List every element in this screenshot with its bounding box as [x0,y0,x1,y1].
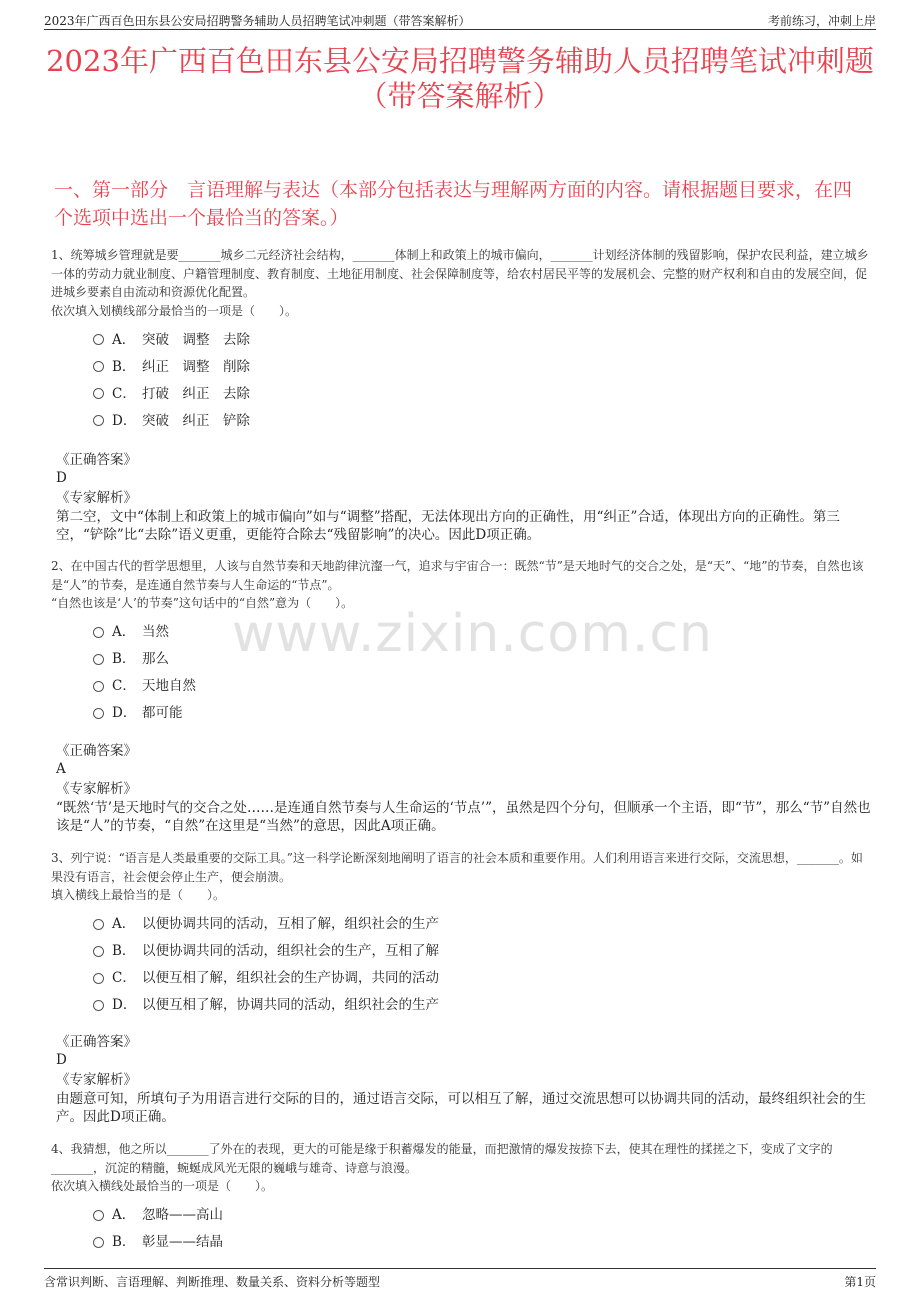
question-4 [51,1140,872,1254]
option-text: 突破 调整 去除 [142,331,250,348]
question-text: 1、统筹城乡管理就是要_______城乡二元经济社会结构，_______体制上和政策上的城市偏向，_______计划经济体制的残留影响，保护农民利益，建立城乡一体的劳动力就业制度、户籍管理制度、教育制度、土地征用制度、社会保障制度等，给农村居民平等的发展机会、完整的财产权利和自由的发展空间，促进城乡要素自由流动和资源优化配置。 [51,248,869,299]
header-slogan: 考前练习，冲刺上岸 [767,14,876,28]
option-letter: C． [112,385,136,402]
option-a[interactable] [93,617,872,644]
question-2 [51,557,872,725]
option-list [93,909,872,1017]
section-heading: 一、第一部分 言语理解与表达（本部分包括表达与理解两方面的内容。请根据题目要求，在四个选项中选出一个最恰当的答案。） [54,179,853,229]
option-list [93,1200,872,1254]
option-list [93,324,872,432]
correct-answer: D [56,1051,67,1068]
option-b[interactable] [93,351,872,378]
question-text: 3、列宁说：“语言是人类最重要的交际工具。”这一科学论断深刻地阐明了语言的社会本质和重要作用。人们利用语言来进行交际，交流思想，_______。如果没有语言，社会便会停止生产，便会崩溃。 [51,851,863,884]
analysis-text: 第二空，文中“体制上和政策上的城市偏向”如与“调整”搭配，无法体现出方向的正确性，用“纠正”合适，体现出方向的正确性。第三空，“铲除”比“去除”语义更重，更能符合除去“残留影响”的决心。因此D项正确。 [56,508,840,543]
question-text: 2、在中国古代的哲学思想里，人该与自然节奏和天地韵律沆瀣一气，追求与宇宙合一：既然“节”是天地时气的交合之处，是“天”、“地”的节奏，自然也该是“人”的节奏，是连通自然节奏与人生命运的“节点”。 [51,559,864,592]
radio-button-icon[interactable] [93,919,104,930]
option-c[interactable] [93,671,872,698]
option-letter: B． [112,943,136,959]
option-a[interactable] [93,1200,872,1227]
option-letter: A． [112,916,136,932]
option-letter: C． [112,970,136,986]
radio-button-icon[interactable] [93,334,104,345]
correct-answer: A [56,760,66,777]
radio-button-icon[interactable] [93,1237,104,1248]
option-letter: B． [112,651,136,667]
question-prompt: “自然也该是‘人’的节奏”这句话中的“自然”意为（ ）。 [51,596,354,610]
answer-label: 《正确答案》 [56,743,137,759]
option-d[interactable] [93,698,872,725]
option-text: 以便协调共同的活动，组织社会的生产，互相了解 [142,943,439,959]
option-text: 纠正 调整 削除 [142,358,250,375]
analysis-text: 由题意可知，所填句子为用语言进行交际的目的，通过语言交际，可以相互了解，通过交流思想可以协调共同的活动，最终组织社会的生产。因此D项正确。 [56,1090,866,1125]
question-stem [51,1140,872,1196]
option-letter: D． [112,412,137,429]
option-text: 以便协调共同的活动，互相了解，组织社会的生产 [142,916,439,932]
correct-answer: D [56,469,67,486]
option-a[interactable] [93,909,872,936]
option-letter: A． [112,1207,136,1223]
radio-button-icon[interactable] [93,708,104,719]
option-letter: B． [112,358,136,375]
option-text: 忽略——高山 [142,1207,223,1223]
option-a[interactable] [93,324,872,351]
page-header [44,10,876,30]
option-letter: D． [112,997,137,1013]
question-stem [51,246,872,320]
radio-button-icon[interactable] [93,415,104,426]
option-text: 打破 纠正 去除 [142,385,250,402]
option-b[interactable] [93,644,872,671]
header-doc-title: 2023年广西百色田东县公安局招聘警务辅助人员招聘笔试冲刺题（带答案解析） [44,14,471,28]
option-c[interactable] [93,963,872,990]
option-d[interactable] [93,405,872,432]
radio-button-icon[interactable] [93,1000,104,1011]
option-b[interactable] [93,1227,872,1254]
option-d[interactable] [93,990,872,1017]
option-letter: D． [112,705,137,721]
question-prompt: 依次填入划横线部分最恰当的一项是（ ）。 [51,303,298,318]
radio-button-icon[interactable] [93,361,104,372]
question-3 [51,849,872,1017]
question-stem [51,557,872,613]
option-letter: C． [112,678,136,694]
page-footer [44,1268,876,1290]
question-stem [51,849,872,905]
option-letter: A． [112,331,136,348]
radio-button-icon[interactable] [93,973,104,984]
answer-label: 《正确答案》 [56,452,137,468]
option-c[interactable] [93,378,872,405]
radio-button-icon[interactable] [93,946,104,957]
radio-button-icon[interactable] [93,654,104,665]
option-text: 都可能 [142,705,183,721]
analysis-label: 《专家解析》 [56,490,137,506]
page-number: 第1页 [844,1275,876,1289]
question-prompt: 依次填入横线处最恰当的一项是（ ）。 [51,1179,274,1193]
radio-button-icon[interactable] [93,681,104,692]
question-1 [51,246,872,432]
analysis-label: 《专家解析》 [56,1072,137,1088]
question-text: 4、我猜想，他之所以_______了外在的表现，更大的可能是缘于积蓄爆发的能量，而把激情的爆发按捺下去，使其在理性的揉搓之下，变成了文字的_______，沉淀的精髓，蜿蜒成风光无限的巍峨与雄奇、诗意与浪漫。 [51,1142,833,1175]
option-text: 天地自然 [142,678,196,694]
option-b[interactable] [93,936,872,963]
analysis-label: 《专家解析》 [56,781,137,797]
answer-label: 《正确答案》 [56,1034,137,1050]
footer-question-types: 含常识判断、言语理解、判断推理、数量关系、资料分析等题型 [44,1275,381,1289]
radio-button-icon[interactable] [93,1210,104,1221]
option-text: 彰显——结晶 [142,1234,223,1250]
option-letter: B． [112,1234,136,1250]
option-list [93,617,872,725]
option-letter: A． [112,624,136,640]
watermark: www.zixin.com.cn [232,604,713,664]
answer-block-3 [56,1034,872,1127]
document-title: 2023年广西百色田东县公安局招聘警务辅助人员招聘笔试冲刺题（带答案解析） [46,44,874,113]
analysis-text: “既然‘节’是天地时气的交合之处……是连通自然节奏与人生命运的‘节点’”，虽然是四个分句，但顺承一个主语，即“节”，那么“节”自然也该是“人”的节奏，“自然”在这里是“当然”的意思，因此A项正确。 [56,799,871,834]
radio-button-icon[interactable] [93,388,104,399]
answer-block-2 [56,743,872,836]
option-text: 以便互相了解，协调共同的活动，组织社会的生产 [142,997,439,1013]
radio-button-icon[interactable] [93,627,104,638]
option-text: 当然 [142,624,169,640]
question-prompt: 填入横线上最恰当的是（ ）。 [51,888,226,902]
option-text: 那么 [142,651,169,667]
option-text: 突破 纠正 铲除 [142,412,250,429]
answer-block-1 [56,452,872,545]
option-text: 以便互相了解，组织社会的生产协调，共同的活动 [142,970,439,986]
